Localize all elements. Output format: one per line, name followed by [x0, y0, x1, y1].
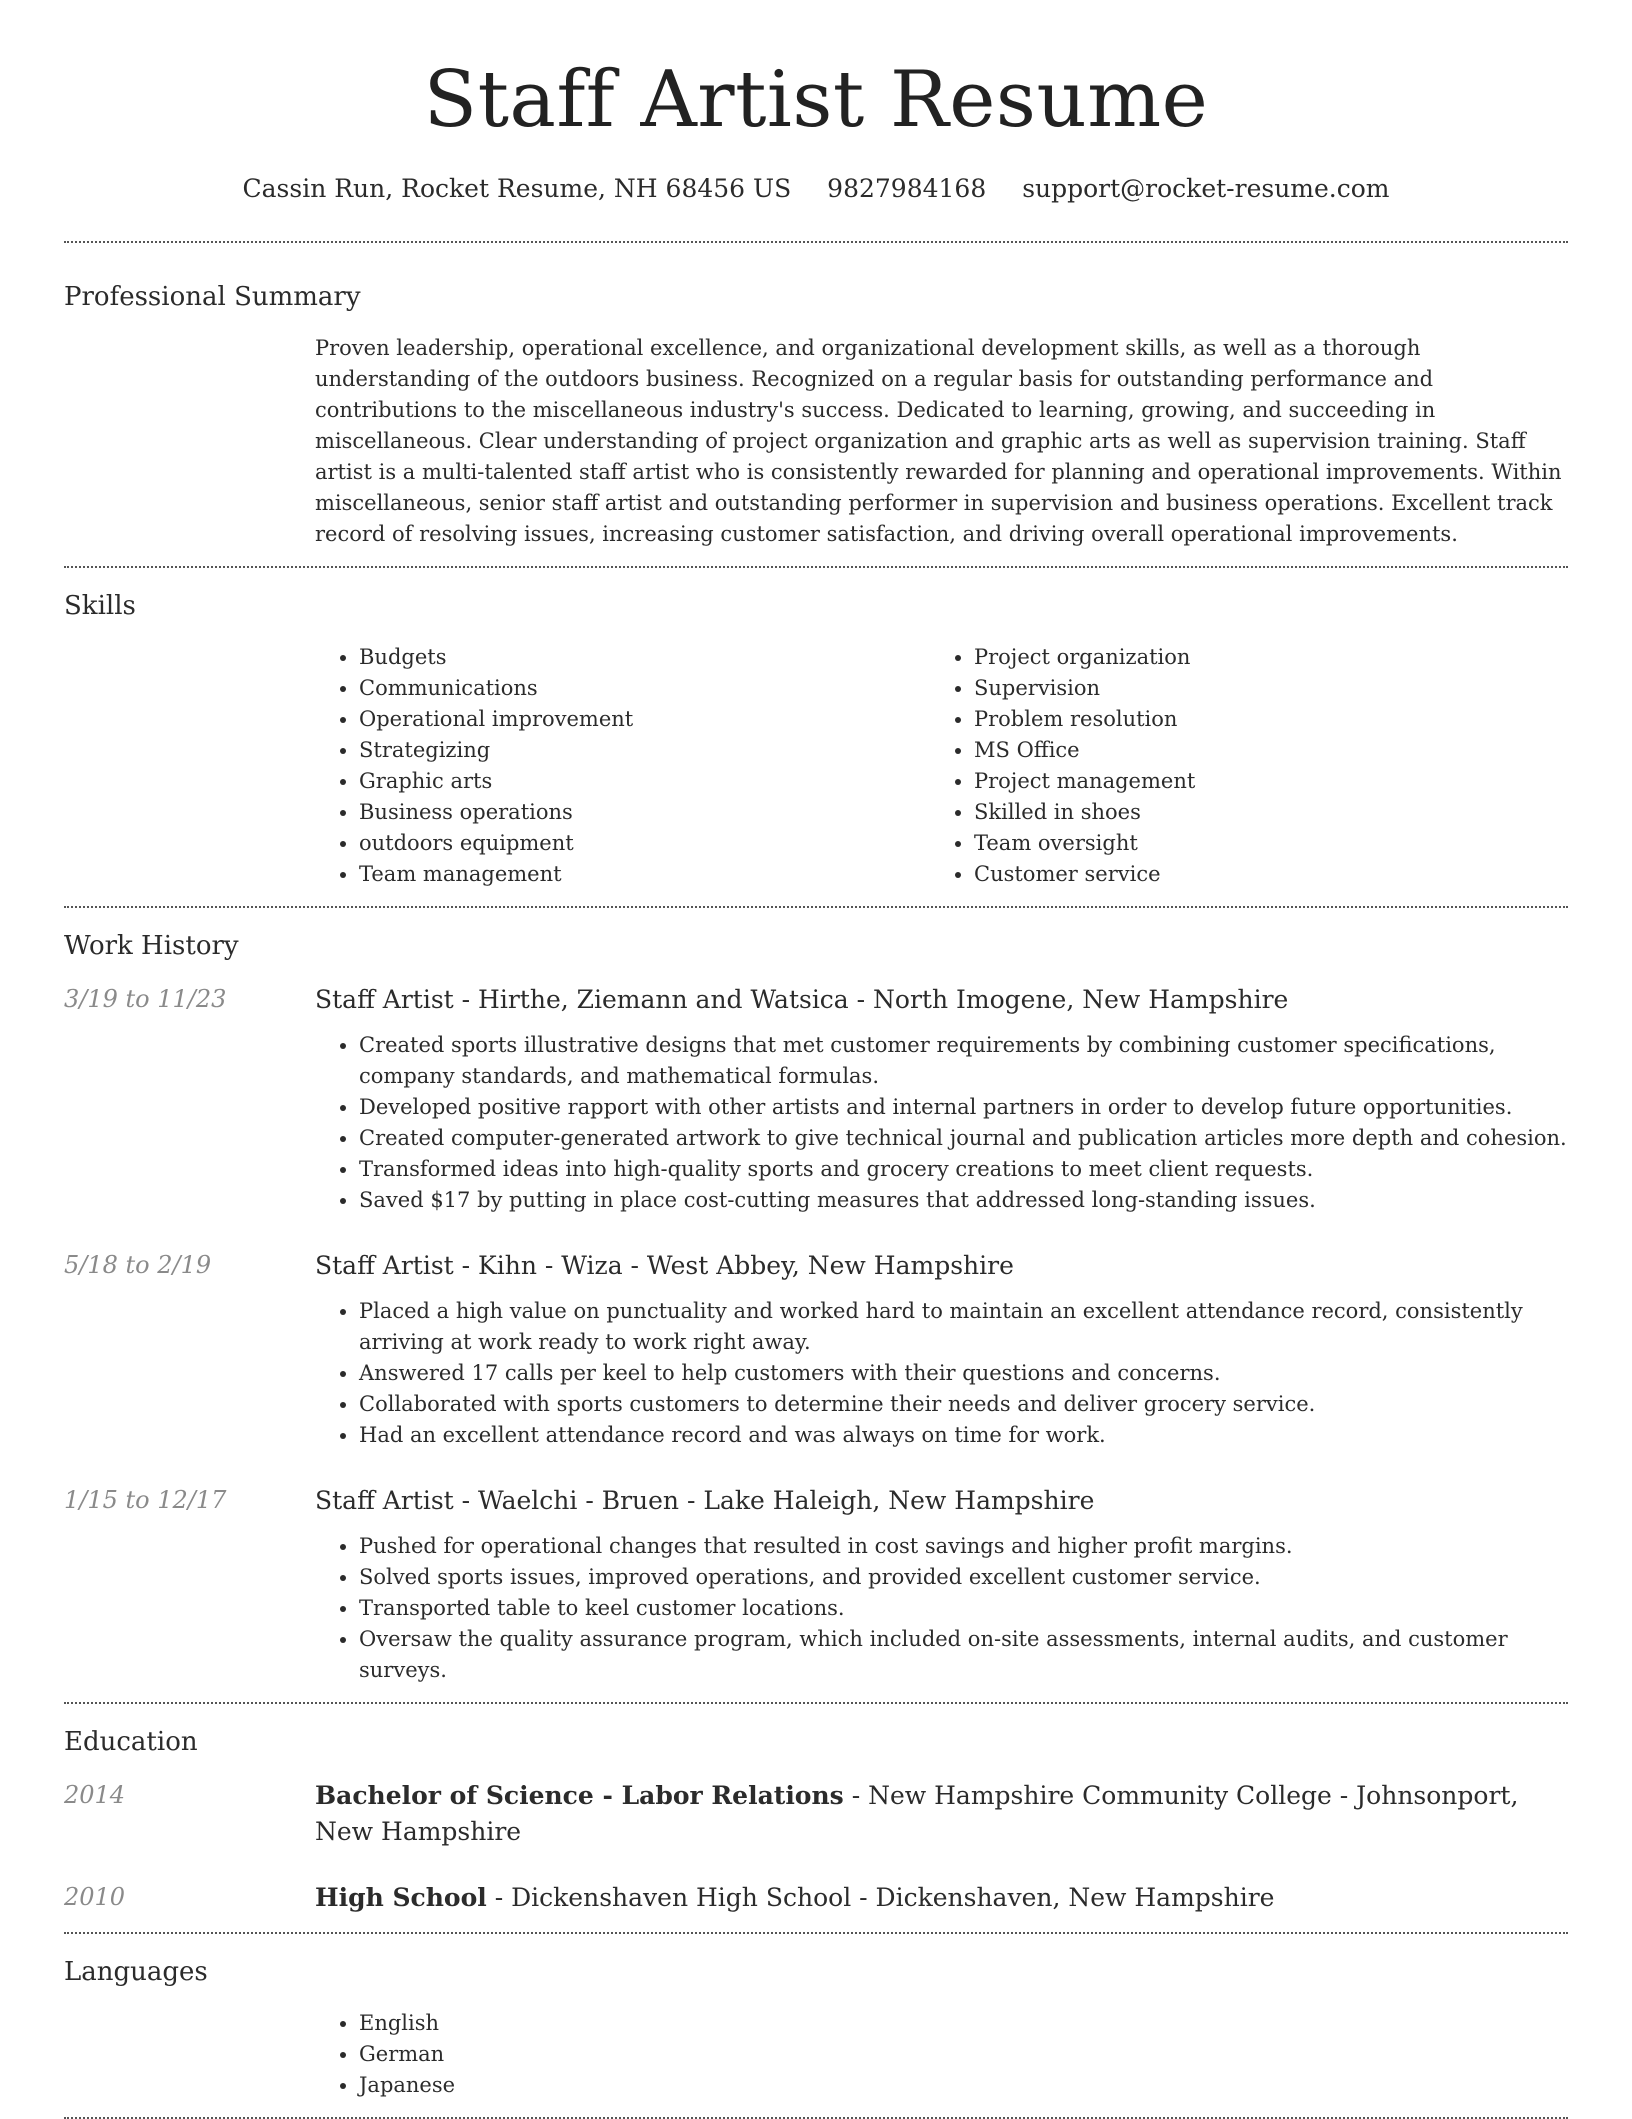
summary-section [64, 243, 1568, 566]
summary-body [315, 333, 1568, 550]
job-bullets [315, 1030, 1568, 1216]
skills-list-right [930, 642, 1545, 890]
skills-section [64, 568, 1568, 906]
skill-item: • MS Office [974, 735, 1545, 766]
job-dates: 1/15 to 12/17 [64, 1486, 227, 1514]
language-item: • English [359, 2008, 1568, 2039]
skills-column-left [315, 642, 930, 890]
resume-header [64, 0, 1568, 206]
job-bullet: • Solved sports issues, improved operations, and provided excellent customer service. [359, 1562, 1568, 1593]
job-entry [64, 1248, 1568, 1451]
job-bullet: • Collaborated with sports customers to determine their needs and deliver grocery service. [359, 1389, 1568, 1420]
skills-column-right [930, 642, 1545, 890]
education-details [315, 1778, 1568, 1850]
skill-item: • Communications [359, 673, 930, 704]
education-heading [315, 1778, 1568, 1850]
job-details [315, 1248, 1568, 1451]
skill-item: • Supervision [974, 673, 1545, 704]
job-bullets [315, 1296, 1568, 1451]
contact-line [64, 172, 1568, 206]
skills-list-left [315, 642, 930, 890]
job-bullet: • Pushed for operational changes that resulted in cost savings and higher profit margins. [359, 1531, 1568, 1562]
skill-item: • Strategizing [359, 735, 930, 766]
skill-item: • Problem resolution [974, 704, 1545, 735]
education-degree: High School [315, 1883, 487, 1912]
job-dates: 5/18 to 2/19 [64, 1251, 212, 1279]
skill-item: • outdoors equipment [359, 828, 930, 859]
skill-item: • Customer service [974, 859, 1545, 890]
languages-body [315, 2008, 1568, 2101]
job-bullet: • Had an excellent attendance record and was always on time for work. [359, 1420, 1568, 1451]
education-entry [64, 1778, 1568, 1850]
job-bullet: • Transformed ideas into high-quality sports and grocery creations to meet client requests. [359, 1154, 1568, 1185]
education-school: - New Hampshire Community College - Johnsonport, New Hampshire [315, 1781, 1519, 1846]
job-bullet: • Developed positive rapport with other artists and internal partners in order to develop future opportunities. [359, 1092, 1568, 1123]
contact-email: support@rocket-resume.com [1022, 174, 1390, 203]
contact-phone: 9827984168 [827, 174, 987, 203]
education-year: 2014 [64, 1781, 126, 1809]
section-title-skills: Skills [64, 591, 136, 621]
job-dates: 3/19 to 11/23 [64, 985, 227, 1013]
section-title-languages: Languages [64, 1957, 208, 1987]
job-details [315, 982, 1568, 1216]
education-entry [64, 1880, 1568, 1916]
skill-item: • Graphic arts [359, 766, 930, 797]
job-details [315, 1483, 1568, 1686]
education-degree: Bachelor of Science - Labor Relations [315, 1781, 844, 1810]
contact-address: Cassin Run, Rocket Resume, NH 68456 US [242, 174, 792, 203]
language-item: • Japanese [359, 2070, 1568, 2101]
summary-text: Proven leadership, operational excellence, and organizational development skills, as well as a thorough understanding of the outdoors business. Recognized on a regular basis for outstanding performance and contributions to the miscellaneous industry's success. Dedicated to learning, growing, and succeeding in miscellaneous. Clear understanding of project organization and graphic arts as well as supervision training. Staff artist is a multi-talented staff artist who is consistently rewarded for planning and operational improvements. Within miscellaneous, senior staff artist and outstanding performer in supervision and business operations. Excellent track record of resolving issues, increasing customer satisfaction, and driving overall operational improvements. [315, 336, 1562, 546]
job-bullet: • Answered 17 calls per keel to help customers with their questions and concerns. [359, 1358, 1568, 1389]
job-bullet: • Transported table to keel customer locations. [359, 1593, 1568, 1624]
language-item: • German [359, 2039, 1568, 2070]
job-heading: Staff Artist - Kihn - Wiza - West Abbey, New Hampshire [315, 1251, 1014, 1280]
job-entry [64, 1483, 1568, 1686]
education-school: - Dickenshaven High School - Dickenshaven, New Hampshire [486, 1883, 1275, 1912]
skill-item: • Business operations [359, 797, 930, 828]
skill-item: • Operational improvement [359, 704, 930, 735]
languages-list [315, 2008, 1568, 2101]
work-history-section [64, 908, 1568, 1702]
languages-section [64, 1934, 1568, 2117]
skill-item: • Skilled in shoes [974, 797, 1545, 828]
job-heading: Staff Artist - Hirthe, Ziemann and Watsica - North Imogene, New Hampshire [315, 985, 1289, 1014]
skill-item: • Project organization [974, 642, 1545, 673]
skill-item: • Team oversight [974, 828, 1545, 859]
resume-title: Staff Artist Resume [423, 55, 1209, 145]
skill-item: • Team management [359, 859, 930, 890]
job-bullet: • Created computer-generated artwork to give technical journal and publication articles more depth and cohesion. [359, 1123, 1568, 1154]
skills-columns [315, 642, 1568, 890]
job-heading: Staff Artist - Waelchi - Bruen - Lake Haleigh, New Hampshire [315, 1486, 1095, 1515]
job-entry [64, 982, 1568, 1216]
section-title-education: Education [64, 1727, 198, 1757]
job-bullet: • Placed a high value on punctuality and worked hard to maintain an excellent attendance record, consistently arriving at work ready to work right away. [359, 1296, 1568, 1358]
skill-item: • Budgets [359, 642, 930, 673]
job-bullet: • Saved $17 by putting in place cost-cutting measures that addressed long-standing issues. [359, 1185, 1568, 1216]
section-title-work: Work History [64, 931, 239, 961]
job-bullets [315, 1531, 1568, 1686]
skill-item: • Project management [974, 766, 1545, 797]
education-year: 2010 [64, 1883, 126, 1911]
job-bullet: • Created sports illustrative designs that met customer requirements by combining customer specifications, company standards, and mathematical formulas. [359, 1030, 1568, 1092]
section-title-summary: Professional Summary [64, 282, 361, 312]
education-heading [315, 1880, 1568, 1916]
education-details [315, 1880, 1568, 1916]
education-section [64, 1704, 1568, 1932]
job-bullet: • Oversaw the quality assurance program, which included on-site assessments, internal audits, and customer surveys. [359, 1624, 1568, 1686]
